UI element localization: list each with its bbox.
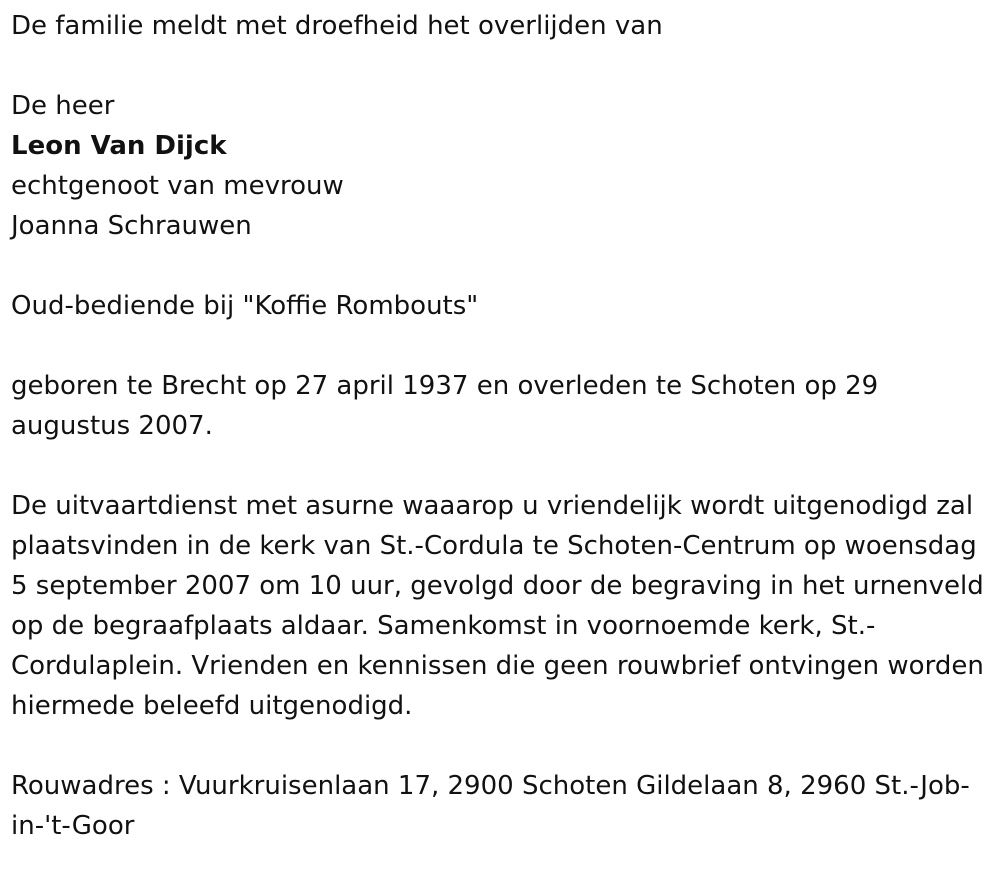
spacer — [11, 246, 986, 286]
spacer — [11, 726, 986, 766]
birth-death-paragraph: geboren te Brecht op 27 april 1937 en overleden te Schoten op 29 augustus 2007. — [11, 371, 879, 441]
obituary-document — [11, 0, 986, 846]
spacer — [11, 46, 986, 86]
intro-text: De familie meldt met droefheid het overlijden van — [11, 11, 663, 41]
salutation: De heer — [11, 91, 115, 121]
funeral-service-paragraph: De uitvaartdienst met asurne waaarop u vriendelijk wordt uitgenodigd zal plaatsvinden in de kerk van St.-Cordula te Schoten-Centrum op woensdag 5 september 2007 om 10 uur, gevolgd door de begraving in het urnenveld op de begraafplaats aldaar. Samenkomst in voornoemde kerk, St.-Cordulaplein. Vrienden en kennissen die geen rouwbrief ontvingen worden hiermede beleefd uitgenodigd. — [11, 491, 984, 721]
occupation: Oud-bediende bij "Koffie Rombouts" — [11, 291, 479, 321]
spouse-name: Joanna Schrauwen — [11, 211, 252, 241]
spacer — [11, 326, 986, 366]
spouse-label: echtgenoot van mevrouw — [11, 171, 344, 201]
spacer — [11, 446, 986, 486]
deceased-name: Leon Van Dijck — [11, 131, 227, 161]
mourning-address: Rouwadres : Vuurkruisenlaan 17, 2900 Schoten Gildelaan 8, 2960 St.-Job-in-'t-Goor — [11, 771, 970, 841]
